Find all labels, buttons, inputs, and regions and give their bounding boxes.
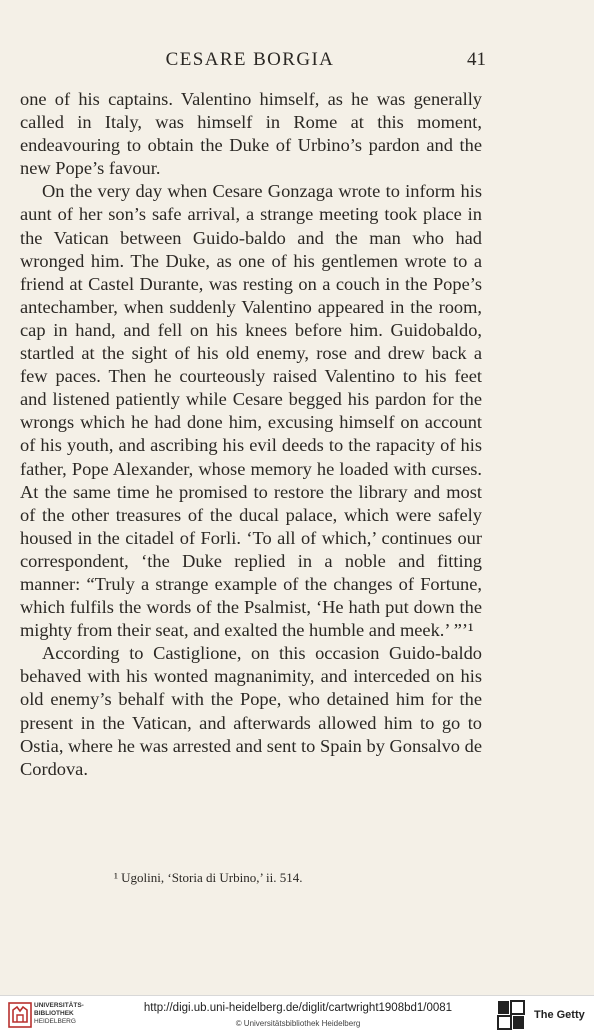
partner-name: The Getty (534, 1009, 585, 1021)
library-name (34, 1002, 104, 1026)
library-name-line-3: HEIDELBERG (34, 1018, 76, 1025)
paragraph-3: According to Castiglione, on this occasion Guido-baldo behaved with his wonted magnanimity, and interceded on his old enemy’s behalf with the Pope, who detained him for the present in the Vatican, and afterwards allowed him to go to Ostia, where he was arrested and sent to Spain by Gonsalvo de Cordova. (20, 643, 482, 779)
university-seal-icon (8, 1002, 32, 1028)
running-head (0, 46, 594, 74)
getty-logo-icon (497, 1000, 525, 1030)
page-number: 41 (467, 49, 486, 70)
footnote: ¹ Ugolini, ‘Storia di Urbino,’ ii. 514. (114, 870, 303, 885)
library-name-line-2: BIBLIOTHEK (34, 1010, 74, 1017)
copyright-notice: © Universitätsbibliothek Heidelberg (235, 1019, 361, 1028)
viewer-footer (0, 995, 594, 1035)
paragraph-2: On the very day when Cesare Gonzaga wrote to inform his aunt of her son’s safe arrival, a strange meeting took place in the Vatican between Guido-baldo and the man who had wronged him. The Duke, as one of his gentlemen wrote to a friend at Castel Durante, was resting on a couch in the Pope’s antechamber, when suddenly Valentino appeared in the room, cap in hand, and fell on his knees before him. Guidobaldo, startled at the sight of his old enemy, rose and drew back a few paces. Then he courteously raised Valentino to his feet and listened patiently while Cesare begged his pardon for the wrongs which he had done him, excusing himself on account of his youth, and ascribing his evil deeds to the rapacity of his father, Pope Alexander, whose memory he loaded with curses. At the same time he promised to restore the library and most of the other treasures of the ducal palace, which were safely housed in the citadel of Forli. ‘To all of which,’ continues our correspondent, ‘the Duke replied in a noble and fitting manner: “Truly a strange example of the changes of Fortune, which fulfils the words of the Psalmist, ‘He hath put down the mighty from their seat, and exalted the humble and meek.’ ”’¹ (20, 181, 482, 641)
running-title: CESARE BORGIA (165, 49, 335, 70)
permalink-url[interactable]: http://digi.ub.uni-heidelberg.de/diglit/cartwright1908bd1/0081 (143, 1002, 453, 1014)
library-name-line-1: UNIVERSITÄTS- (34, 1002, 84, 1009)
paragraph-1: one of his captains. Valentino himself, as he was generally called in Italy, was himself in Rome at this moment, endeavouring to obtain the Duke of Urbino’s pardon and the new Pope’s favour. (20, 89, 482, 179)
body-text (20, 88, 482, 781)
